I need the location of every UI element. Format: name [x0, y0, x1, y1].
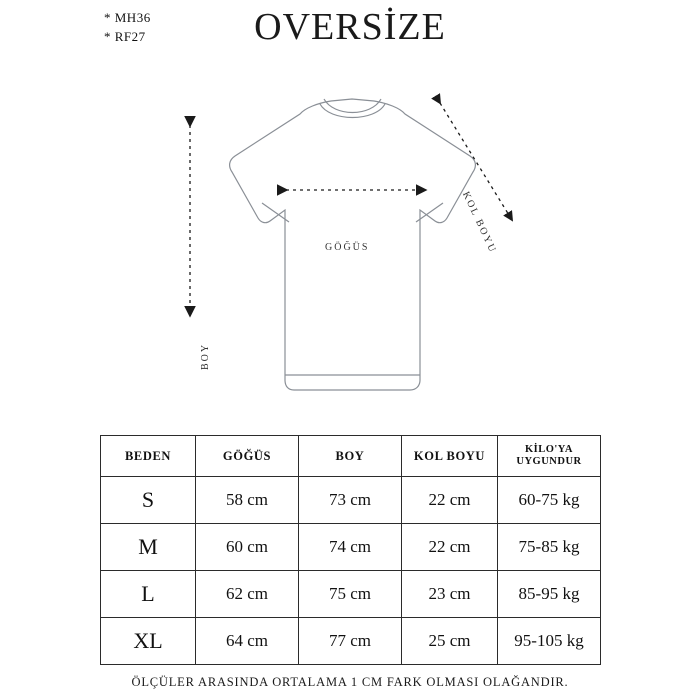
header-beden: BEDEN — [101, 436, 196, 477]
cell-kol: 22 cm — [402, 524, 498, 571]
cell-gogus: 62 cm — [196, 571, 299, 618]
cell-kol: 23 cm — [402, 571, 498, 618]
length-label: BOY — [200, 342, 211, 370]
size-table-head — [101, 436, 601, 477]
table-row — [101, 477, 601, 524]
cell-beden: L — [101, 571, 196, 618]
header-kilo-line2: UYGUNDUR — [516, 456, 582, 467]
table-row — [101, 618, 601, 665]
product-code-1: * MH36 — [104, 10, 151, 25]
cell-beden: S — [101, 477, 196, 524]
footer-note: ÖLÇÜLER ARASINDA ORTALAMA 1 CM FARK OLMASI OLAĞANDIR. — [131, 675, 569, 689]
cell-gogus: 58 cm — [196, 477, 299, 524]
header-kilo — [498, 436, 601, 477]
header-kilo-line1: KİLO'YA — [524, 444, 574, 455]
sleeve-label: KOL BOYU — [460, 190, 499, 256]
cell-boy: 74 cm — [299, 524, 402, 571]
cell-gogus: 64 cm — [196, 618, 299, 665]
cell-kilo: 75-85 kg — [498, 524, 601, 571]
table-header-row — [101, 436, 601, 477]
cell-kilo: 60-75 kg — [498, 477, 601, 524]
cell-boy: 77 cm — [299, 618, 402, 665]
table-row — [101, 524, 601, 571]
cell-beden: M — [101, 524, 196, 571]
cell-gogus: 60 cm — [196, 524, 299, 571]
header-gogus: GÖĞÜS — [196, 436, 299, 477]
header-boy: BOY — [299, 436, 402, 477]
tshirt-diagram — [0, 70, 700, 420]
cell-beden: XL — [101, 618, 196, 665]
header-kol-boyu: KOL BOYU — [402, 436, 498, 477]
cell-boy: 75 cm — [299, 571, 402, 618]
size-table — [100, 435, 601, 665]
size-table-wrapper — [100, 435, 600, 665]
size-table-body — [101, 477, 601, 665]
cell-kol: 22 cm — [402, 477, 498, 524]
cell-boy: 73 cm — [299, 477, 402, 524]
chest-label: GÖĞÜS — [325, 242, 370, 253]
cell-kilo: 85-95 kg — [498, 571, 601, 618]
cell-kol: 25 cm — [402, 618, 498, 665]
table-row — [101, 571, 601, 618]
product-code-2: * RF27 — [104, 29, 146, 44]
page-title: OVERSİZE — [254, 6, 446, 48]
cell-kilo: 95-105 kg — [498, 618, 601, 665]
